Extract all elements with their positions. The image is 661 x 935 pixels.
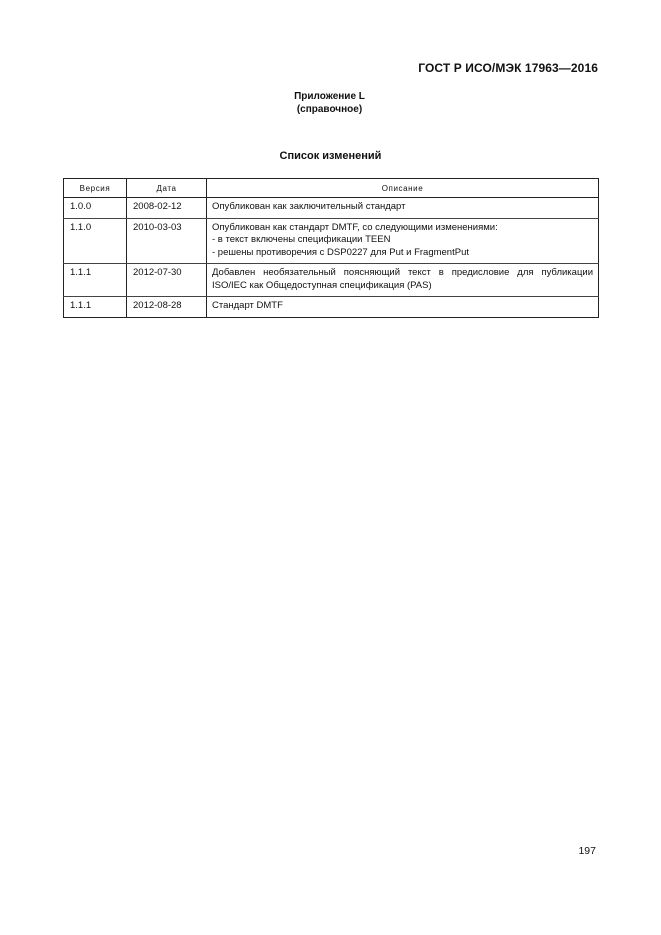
table-row [64, 218, 599, 264]
annex-title: Приложение L [294, 91, 365, 102]
version-cell: 1.0.0 [64, 198, 127, 219]
date-cell: 2012-07-30 [127, 264, 207, 297]
description-cell [207, 297, 599, 318]
column-header-date: Дата [127, 179, 207, 198]
version-cell: 1.1.1 [64, 264, 127, 297]
annex-type: (справочное) [296, 103, 363, 115]
description-cell [207, 264, 599, 297]
description-cell [207, 218, 599, 264]
description-line: - в текст включены спецификации TEEN [212, 234, 391, 245]
annex-heading [0, 91, 661, 116]
date-cell: 2012-08-28 [127, 297, 207, 318]
version-cell: 1.1.1 [64, 297, 127, 318]
standard-designation: ГОСТ Р ИСО/МЭК 17963—2016 [418, 61, 598, 75]
change-history-table [63, 178, 599, 318]
column-header-version: Версия [64, 179, 127, 198]
section-title: Список изменений [279, 150, 382, 162]
column-header-description: Описание [207, 179, 599, 198]
description-line: Опубликован как заключительный стандарт [212, 201, 406, 212]
description-line: Стандарт DMTF [212, 300, 283, 311]
table-row [64, 297, 599, 318]
table-header-row [64, 179, 599, 198]
description-line: Опубликован как стандарт DMTF, со следующими изменениями: [212, 221, 498, 233]
description-line: Добавлен необязательный поясняющий текст в предисловие для публикации ISO/IEC как Общедоступная спецификация (PAS) [212, 267, 593, 291]
version-cell: 1.1.0 [64, 218, 127, 264]
description-line: - решены противоречия с DSP0227 для Put и FragmentPut [212, 246, 469, 258]
date-cell: 2010-03-03 [127, 218, 207, 264]
table-row [64, 198, 599, 219]
description-cell [207, 198, 599, 219]
page-number: 197 [578, 845, 596, 857]
date-cell: 2008-02-12 [127, 198, 207, 219]
table-row [64, 264, 599, 297]
